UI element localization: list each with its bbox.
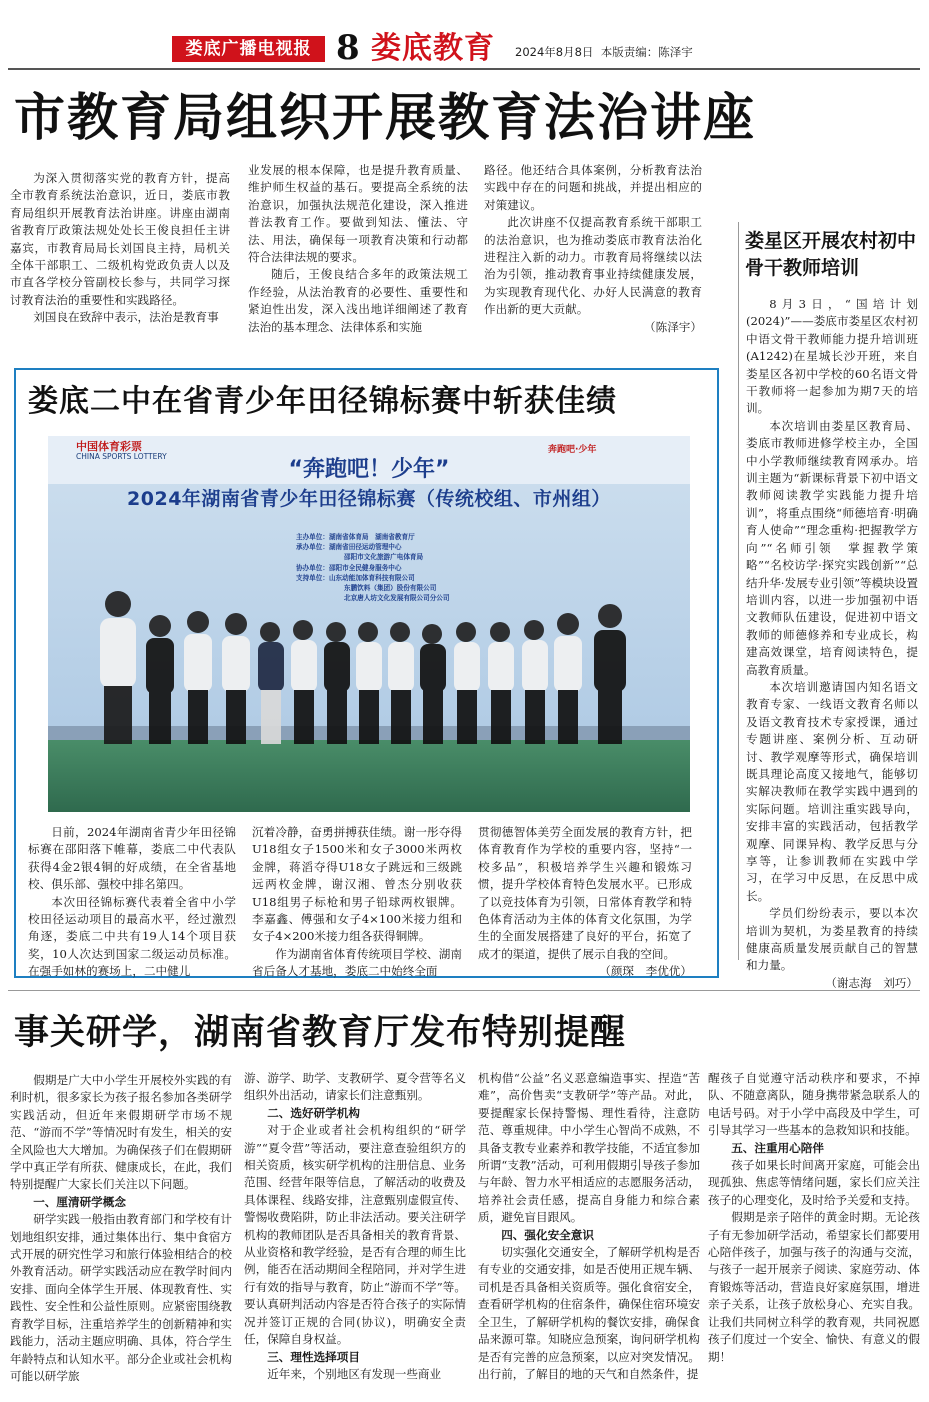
column-divider [738,222,739,960]
article1-para: 随后，王俊良结合多年的政策法规工作经验，从法治教育的必要性、重要性和紧迫性出发，深入浅出地详细阐述了教育法治的基本理念、法律体系和实施 [248,267,468,334]
article3-para: 游、游学、助学、支教研学、夏令营等名义组织外出活动，请家长们注意甄别。 [244,1071,466,1103]
article3-subheading: 一、厘清研学概念 [33,1194,126,1209]
photo-credit-line: 东鹏饮料（集团）股份有限公司 [344,584,437,593]
team-photo [48,436,690,812]
section-title: 娄底教育 [371,31,495,66]
article3-para: 机构借“公益”名义恶意编造事实、捏造“苦难”，高价售卖“支教研学”等产品。对此，要提醒家长保持警惕、理性看待，注意防范、尊重规律。中小学生心智尚不成熟，不具备支教专业素养和教学技能，不适宜参加所谓“支教”活动，可利用假期引导孩子参加与年龄、智力水平相适应的志愿服务活动，培养社会责任感，提高自身能力和综合素质，避免盲目跟风。 [478,1071,700,1225]
article2-para: 日前，2024年湖南省青少年田径锦标赛在邵阳落下帷幕，娄底二中代表队获得4金2银4铜的好成绩，在全省基地校、俱乐部、强校中排名第四。 [28,825,236,892]
article3-para: 假期是亲子陪伴的黄金时期。无论孩子有无参加研学活动，希望家长们都要用心陪伴孩子，加强与孩子的沟通与交流，与孩子一起开展亲子阅读、家庭劳动、体育锻炼等活动，营造良好家庭氛围，增进亲子关系，让孩子放松身心、充实自我。让我们共同树立科学的教育观，共同祝愿孩子们度过一个安全、愉快、有意义的假期！ [708,1210,920,1364]
side-article-para: 本次培训由娄星区教育局、娄底市教师进修学校主办，全国中小学教师继续教育网承办。培训主题为“新课标背景下初中语文教师阅读教学实践能力提升培训”，将重点围绕“师德培育·明确育人使命”“理念重构·把握教学方向”“名师引领 掌握教学策略”“名校访学·探究实践创新”“总结升华·发展专业引领”等模块设置培训内容，以进一步加强初中语文教师队伍建设，促进初中语文教师的师德修养和专业成长，构建高效课堂，培育阅读特色，提高教育质量。 [746,418,918,677]
article1-col2 [248,162,468,336]
article2-col2 [252,824,462,981]
photo-credit-line: 北京唐人坊文化发展有限公司分公司 [344,594,450,603]
photo-credit-line: 邵阳市文化旅游广电体育局 [344,553,424,562]
photo-slogan: “奔跑吧！少年” [288,457,450,482]
photo-sponsor: 中国体育彩票 [76,440,142,453]
article1-col1 [10,170,230,327]
article3-col3 [478,1070,700,1383]
article2-para: 本次田径锦标赛代表着全省中小学校田径运动项目的最高水平，经过激烈角逐，娄底二中共有19人14个项目获奖，10人次达到国家二级运动员标准。在强手如林的赛场上，二中健儿 [28,894,236,979]
photo-credit-line: 支持单位：山东动能加体育科技有限公司 [296,573,415,582]
article2-title: 娄底二中在省青少年田径锦标赛中斩获佳绩 [28,384,617,419]
article2-author: （颜琛 李优优） [599,964,692,979]
issue-editor: 本版责编：陈泽宇 [600,45,693,59]
article2-col3 [478,824,692,981]
article1-para: 路径。他还结合具体案例，分析教育法治实践中存在的问题和挑战，并提出相应的对策建议。 [484,163,702,212]
article3-para: 近年来，个别地区有发现一些商业 [267,1366,442,1381]
photo-credit-line: 主办单位：湖南省体育局 湖南省教育厅 [296,533,415,541]
article1-para: 此次讲座不仅提高教育系统干部职工的法治意识，也为推动娄底市教育法治化进程注入新的动力。市教育局将继续以法治为引领，推动教育事业持续健康发展，为实现教育现代化、办好人民满意的教育作出新的更大贡献。 [484,215,702,317]
masthead-divider [8,68,920,70]
article1-para: 刘国良在致辞中表示，法治是教育事 [33,310,219,325]
article3-col2 [244,1070,466,1383]
article3-para: 孩子如果长时间离开家庭，可能会出现孤独、焦虑等情绪问题，家长们应关注孩子的心理变化，及时给予关爱和支持。 [708,1158,920,1207]
side-article-author: （谢志海 刘巧） [825,975,918,990]
photo-credit-line: 承办单位：湖南省田径运动管理中心 [296,543,402,552]
side-article-title: 娄星区开展农村初中骨干教师培训 [745,230,917,279]
page-number: 8 [336,28,360,68]
photo-credit-line: 协办单位：邵阳市全民健身服务中心 [296,563,402,572]
article2-para: 贯彻德智体美劳全面发展的教育方针，把体育教育作为学校的重要内容，坚持“一校多品”，积极培养学生兴趣和锻炼习惯，提升学校体育特色发展水平。已形成了以竞技体育为引领，日常体育教学和特色体育活动为主体的体育文化氛围，为学生的全面发展搭建了良好的平台，拓宽了成才的渠道，提供了展示自我的空间。 [478,825,692,961]
article3-para: 切实强化交通安全，了解研学机构是否有专业的交通安排，如是否使用正规车辆、司机是否具备相关资质等。强化食宿安全，查看研学机构的住宿条件，确保住宿环境安全卫生，了解研学机构的餐饮安排，确保食品来源可靠。知晓应急预案，询问研学机构是否有完善的应急预案，以应对突发情况。出行前，了解目的地的天气和自然条件，提 [478,1245,700,1381]
article3-subheading: 四、强化安全意识 [501,1227,594,1242]
side-article-para: 8月3日，“国培计划(2024)”——娄底市娄星区农村初中语文骨干教师能力提升培训班(A1242)在星城长沙开班，来自娄星区各初中学校的60名语文骨干教师将一起参加为期7天的培训。 [746,297,919,416]
photo-credits [296,532,556,603]
article2-para: 作为湖南省体育传统项目学校、湖南省后备人才基地，娄底二中始终全面 [252,946,462,979]
photo-event-logo: 奔跑吧·少年 [548,445,597,455]
side-article-para: 本次培训邀请国内知名语文教育专家、一线语文教育名师以及语文教育技术专家授课，通过专题讲座、案例分析、互动研讨、教学观摩等形式，确保培训既具理论高度又接地气，能够切实解决教师在教学实践中遇到的实际问题。培训注重实践导向，安排丰富的实践活动，包括教学观摩、同课异构、教学反思与分享等，让参训教师在实践中学习，在学习中反思，在反思中成长。 [746,679,918,903]
newspaper-logo: 娄底广播电视报 [172,36,325,62]
section-divider [8,990,920,991]
article1-para: 为深入贯彻落实党的教育方针，提高全市教育系统法治意识，近日，娄底市教育局组织开展教育法治讲座。讲座由湖南省教育厅政策法规处处长王俊良担任主讲嘉宾，市教育局局长刘国良主持，局机关全体干部职工、二级机构党政负责人以及市直各学校分管副校长参与，共同学习探讨教育法治的重要性和实践路径。 [10,171,230,307]
article3-subheading: 二、选好研学机构 [267,1105,360,1120]
article3-col4 [708,1070,920,1366]
side-article-body [746,296,918,992]
side-article-para: 学员们纷纷表示，要以本次培训为契机，为娄星教育的持续健康高质量发展贡献自己的智慧和力量。 [746,906,918,973]
article3-para: 研学实践一般指由教育部门和学校有计划地组织安排，通过集体出行、集中食宿方式开展的研究性学习和旅行体验相结合的校外教育活动。研学实践活动应在教学时间内安排、面向全体学生开展、体现教育性、实践性、安全性和公益性原则。应紧密围绕教育教学目标，注重培养学生的创新精神和实践能力，活动主题应明确、具体，符合学生年龄特点和认知水平。部分企业或社会机构可能以研学旅 [10,1212,232,1383]
article1-col3 [484,162,702,336]
article3-subheading: 五、注重用心陪伴 [731,1140,824,1155]
article3-title: 事关研学，湖南省教育厅发布特别提醒 [14,1013,627,1053]
photo-banner-title: 2024年湖南省青少年田径锦标赛（传统校组、市州组） [127,488,611,510]
photo-sponsor-en: CHINA SPORTS LOTTERY [76,452,167,461]
article1-title: 市教育局组织开展教育法治讲座 [14,89,757,148]
article2-col1 [28,824,236,981]
article3-para: 假期是广大中小学生开展校外实践的有利时机，很多家长为孩子报名参加各类研学实践活动，但近年来假期研学市场不规范、“游而不学”等情况时有发生，相关的安全风险也大大增加。为确保孩子们在假期研学中真正学有所获、健康成长，在此，我们特别提醒广大家长们关注以下问题。 [10,1073,232,1192]
issue-info [515,44,693,60]
issue-date: 2024年8月8日 [515,45,594,59]
article2-para: 沉着冷静，奋勇拼搏获佳绩。谢一彤夺得U18组女子1500米和女子3000米两枚金牌，蒋滔夺得U18女子跳远和三级跳远两枚金牌，谢汉湘、曾杰分别收获U18组男子标枪和男子铅球两枚银牌。李嘉鑫、傅强和女子4×100米接力组和女子4×200米接力组各获得铜牌。 [252,825,462,944]
article3-para: 对于企业或者社会机构组织的“研学游”“夏令营”等活动，要注意查验组织方的相关资质，核实研学机构的注册信息、业务范围、经营年限等信息，了解活动的收费及具体课程、线路安排，注意甄别虚假宣传、警惕收费陷阱，防止非法活动。要关注研学机构的教师团队是否具备相关的教育背景、从业资格和教学经验，是否有合理的师生比例，能否在活动期间全程陪同，并对学生进行有效的指导与教育，防止“游而不学”等。要认真研判活动内容是否符合孩子的实际情况并签订正规的合同(协议)，明确安全责任，保障自身权益。 [244,1123,466,1347]
article1-para: 业发展的根本保障，也是提升教育质量、维护师生权益的基石。要提高全系统的法治意识，加强执法规范化建设，深入推进普法教育工作。要做到知法、懂法、守法、用法，确保每一项教育决策和行动都符合法律法规的要求。 [248,163,468,265]
article1-author: （陈泽宇） [644,319,702,334]
article3-col1 [10,1072,232,1385]
article3-para: 醒孩子自觉遵守活动秩序和要求，不掉队、不随意离队，随身携带紧急联系人的电话号码。对于小学中高段及中学生，可引导其学习一些基本的急救知识和技能。 [708,1071,920,1138]
article3-subheading: 三、理性选择项目 [267,1349,360,1364]
